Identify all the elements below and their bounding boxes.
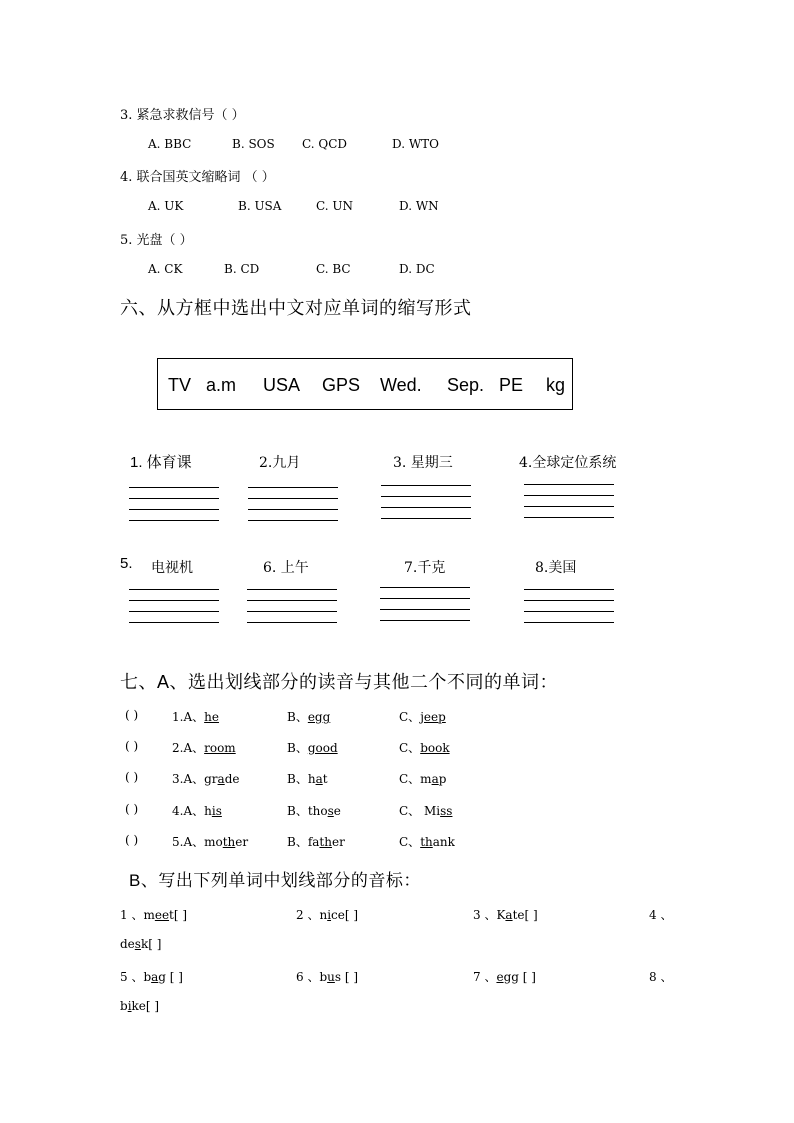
option-a: A. BBC [148,137,192,151]
phonetic-item: 2 、nice[ ] [296,908,359,922]
option-c: C、book [399,741,450,755]
answer-paren: ( ) [125,708,139,722]
answer-paren: ( ) [125,770,139,784]
item-label: 6. 上午 [263,560,309,576]
option-b: B、those [287,804,341,818]
word-box-item: kg [546,375,566,395]
option-a: 3.A、grade [172,772,240,786]
item-label: 2.九月 [259,455,301,471]
option-a: 2.A、room [172,741,236,755]
phonetic-item: 4 、 [649,908,673,922]
word-box-item: USA [263,375,301,395]
item-label: 4.全球定位系统 [519,455,617,471]
option-c: C、 Miss [399,804,453,818]
phonetic-item: 5 、bag [ ] [120,970,183,984]
item-label: 3. 星期三 [393,455,453,471]
phonetic-item: 6 、bus [ ] [296,970,359,984]
option-a: 5.A、mother [172,835,249,849]
section-7b-title: B、写出下列单词中划线部分的音标： [129,871,421,890]
option-b: B、father [287,835,345,849]
word-box-item: GPS [322,375,361,395]
option-c: C、thank [399,835,455,849]
question-5: 5. 光盘（ ） [120,233,193,248]
option-d: D. WN [399,199,439,213]
option-c: C、map [399,772,447,786]
option-b: B. SOS [232,137,275,151]
phonetic-item: 1 、meet[ ] [120,908,188,922]
answer-lines[interactable] [381,485,471,529]
answer-lines[interactable] [248,487,338,531]
answer-lines[interactable] [380,587,470,631]
option-d: D. DC [399,262,435,276]
word-box-item: PE [499,375,524,395]
word-box-item: TV [168,375,192,395]
option-a: A. CK [148,262,183,276]
phonetic-item: 8 、 [649,970,673,984]
item-label: 7.千克 [404,560,446,576]
question-4: 4. 联合国英文缩略词 （ ） [120,170,275,185]
option-c: C. QCD [302,137,348,151]
option-c: C. BC [316,262,351,276]
phonetic-item: 3 、Kate[ ] [473,908,538,922]
word-box-item: Sep. [447,375,485,395]
item-number: 5. [120,555,133,572]
section-6-title: 六、从方框中选出中文对应单词的缩写形式 [120,298,472,318]
answer-lines[interactable] [129,487,219,531]
word-box-item: Wed. [380,375,422,395]
answer-paren: ( ) [125,802,139,816]
answer-paren: ( ) [125,739,139,753]
option-b: B、hat [287,772,328,786]
word-box-item: a.m [206,375,237,395]
option-a: 1.A、he [172,710,219,724]
item-label: 电视机 [151,560,193,576]
question-3: 3. 紧急求救信号（ ） [120,108,245,123]
phonetic-item: 7 、egg [ ] [473,970,536,984]
word-box [157,358,573,410]
option-b: B. CD [224,262,260,276]
phonetic-item-continued: bike[ ] [120,999,160,1013]
answer-lines[interactable] [524,589,614,633]
item-label: 8.美国 [535,560,577,576]
answer-lines[interactable] [129,589,219,633]
option-c: C、jeep [399,710,446,724]
answer-paren: ( ) [125,833,139,847]
section-7-title: 七、A、选出划线部分的读音与其他二个不同的单词： [120,672,559,692]
option-a: 4.A、his [172,804,222,818]
item-label: 1. 体育课 [130,454,192,471]
option-b: B. USA [238,199,282,213]
answer-lines[interactable] [524,484,614,528]
option-d: D. WTO [392,137,439,151]
option-b: B、good [287,741,338,755]
option-c: C. UN [316,199,353,213]
option-b: B、egg [287,710,331,724]
option-a: A. UK [148,199,184,213]
phonetic-item-continued: desk[ ] [120,937,162,951]
answer-lines[interactable] [247,589,337,633]
